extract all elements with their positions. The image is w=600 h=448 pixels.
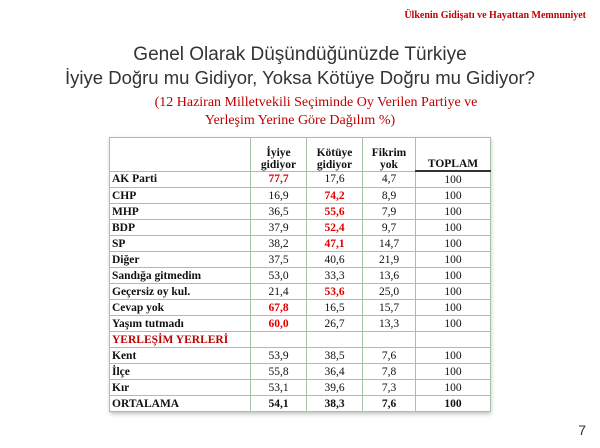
table-row xyxy=(110,171,491,188)
table-row xyxy=(110,252,491,268)
header-better: İyiye gidiyor xyxy=(251,138,307,172)
table-cell: 60,0 xyxy=(251,316,307,332)
table-cell: 53,9 xyxy=(251,348,307,364)
table-cell: 38,3 xyxy=(307,396,363,412)
table-cell: 54,1 xyxy=(251,396,307,412)
results-table-container xyxy=(109,137,490,412)
table-cell: 52,4 xyxy=(307,220,363,236)
table-row xyxy=(110,364,491,380)
table-cell: 74,2 xyxy=(307,188,363,204)
empty-cell xyxy=(251,332,307,348)
table-cell: 100 xyxy=(416,188,491,204)
row-label: SP xyxy=(110,236,251,252)
table-cell: 100 xyxy=(416,284,491,300)
table-cell: 100 xyxy=(416,396,491,412)
table-cell: 40,6 xyxy=(307,252,363,268)
table-cell: 36,5 xyxy=(251,204,307,220)
table-cell: 9,7 xyxy=(363,220,416,236)
table-row xyxy=(110,300,491,316)
table-cell: 7,6 xyxy=(363,348,416,364)
table-cell: 77,7 xyxy=(251,171,307,188)
table-cell: 36,4 xyxy=(307,364,363,380)
row-label: Yaşım tutmadı xyxy=(110,316,251,332)
table-row xyxy=(110,268,491,284)
table-cell: 13,6 xyxy=(363,268,416,284)
table-cell: 53,6 xyxy=(307,284,363,300)
table-cell: 4,7 xyxy=(363,171,416,188)
table-cell: 47,1 xyxy=(307,236,363,252)
table-cell: 100 xyxy=(416,268,491,284)
table-row xyxy=(110,380,491,396)
table-cell: 100 xyxy=(416,316,491,332)
header-no-opinion: Fikrim yok xyxy=(363,138,416,172)
row-label: AK Parti xyxy=(110,171,251,188)
table-cell: 100 xyxy=(416,348,491,364)
table-cell: 100 xyxy=(416,220,491,236)
row-label: CHP xyxy=(110,188,251,204)
page-title-line1: Genel Olarak Düşündüğünüzde Türkiye xyxy=(133,44,467,65)
table-row xyxy=(110,204,491,220)
table-cell: 33,3 xyxy=(307,268,363,284)
table-cell: 100 xyxy=(416,236,491,252)
table-cell: 8,9 xyxy=(363,188,416,204)
row-label: Sandığa gitmedim xyxy=(110,268,251,284)
page-title-line2: İyiye Doğru mu Gidiyor, Yoksa Kötüye Doğru mu Gidiyor? xyxy=(65,67,535,88)
row-label: MHP xyxy=(110,204,251,220)
table-cell: 38,5 xyxy=(307,348,363,364)
table-cell: 21,9 xyxy=(363,252,416,268)
slide-number: 7 xyxy=(578,422,586,438)
table-cell: 37,5 xyxy=(251,252,307,268)
header-note: Ülkenin Gidişatı ve Hayattan Memnuniyet xyxy=(404,10,586,21)
table-cell: 100 xyxy=(416,252,491,268)
table-cell: 26,7 xyxy=(307,316,363,332)
table-row xyxy=(110,284,491,300)
row-label: İlçe xyxy=(110,364,251,380)
subtitle-line1: (12 Haziran Milletvekili Seçiminde Oy Verilen Partiye ve xyxy=(154,95,478,110)
table-cell: 67,8 xyxy=(251,300,307,316)
table-cell: 7,3 xyxy=(363,380,416,396)
table-cell: 55,8 xyxy=(251,364,307,380)
table-cell: 16,9 xyxy=(251,188,307,204)
empty-cell xyxy=(416,332,491,348)
row-label: BDP xyxy=(110,220,251,236)
table-cell: 38,2 xyxy=(251,236,307,252)
table-cell: 55,6 xyxy=(307,204,363,220)
table-cell: 13,3 xyxy=(363,316,416,332)
section-label: YERLEŞİM YERLERİ xyxy=(110,332,251,348)
row-label: Geçersiz oy kul. xyxy=(110,284,251,300)
row-label: Diğer xyxy=(110,252,251,268)
table-body xyxy=(110,171,491,412)
table-row xyxy=(110,220,491,236)
empty-cell xyxy=(363,332,416,348)
empty-cell xyxy=(307,332,363,348)
table-row xyxy=(110,188,491,204)
row-label: ORTALAMA xyxy=(110,396,251,412)
table-row xyxy=(110,236,491,252)
table-row xyxy=(110,316,491,332)
header-worse: Kötüye gidiyor xyxy=(307,138,363,172)
table-cell: 100 xyxy=(416,204,491,220)
header-empty xyxy=(110,138,251,172)
table-cell: 53,1 xyxy=(251,380,307,396)
table-cell: 17,6 xyxy=(307,171,363,188)
row-label: Kır xyxy=(110,380,251,396)
average-row xyxy=(110,396,491,412)
table-row xyxy=(110,348,491,364)
table-cell: 21,4 xyxy=(251,284,307,300)
row-label: Kent xyxy=(110,348,251,364)
table-cell: 39,6 xyxy=(307,380,363,396)
table-cell: 14,7 xyxy=(363,236,416,252)
section-row xyxy=(110,332,491,348)
table-cell: 100 xyxy=(416,380,491,396)
subtitle-line2: Yerleşim Yerine Göre Dağılım %) xyxy=(204,113,396,128)
table-cell: 16,5 xyxy=(307,300,363,316)
table-cell: 25,0 xyxy=(363,284,416,300)
table-cell: 53,0 xyxy=(251,268,307,284)
table-cell: 100 xyxy=(416,171,491,188)
table-cell: 100 xyxy=(416,364,491,380)
table-cell: 15,7 xyxy=(363,300,416,316)
table-cell: 37,9 xyxy=(251,220,307,236)
header-total: TOPLAM xyxy=(416,138,491,172)
results-table xyxy=(109,137,491,412)
table-cell: 7,6 xyxy=(363,396,416,412)
row-label: Cevap yok xyxy=(110,300,251,316)
table-header-row xyxy=(110,138,491,172)
table-cell: 7,9 xyxy=(363,204,416,220)
table-cell: 100 xyxy=(416,300,491,316)
table-cell: 7,8 xyxy=(363,364,416,380)
